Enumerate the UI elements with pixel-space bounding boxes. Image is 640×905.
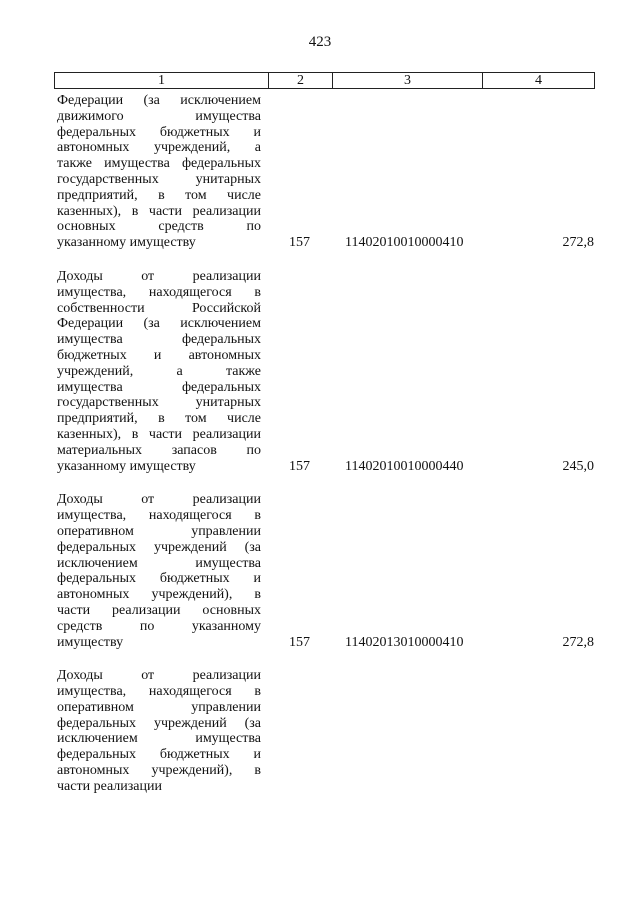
description-line: имущества, находящегося в — [57, 508, 261, 524]
table-row — [57, 93, 597, 251]
description-line: федеральных бюджетных и — [57, 124, 261, 140]
budget-classification-code: 11402013010000410 — [345, 634, 464, 650]
description-line: Федерации (за исключением — [57, 316, 261, 332]
description-line: материальных запасов по — [57, 442, 261, 458]
description-line: имущества, находящегося в — [57, 684, 261, 700]
description-line: имущества, находящегося в — [57, 284, 261, 300]
description-line: части реализации основных — [57, 602, 261, 618]
amount-value: 272,8 — [562, 634, 594, 650]
description-line: предприятий, в том числе — [57, 187, 261, 203]
admin-code: 157 — [289, 235, 310, 251]
header-col-3: 3 — [333, 73, 483, 88]
header-col-2: 2 — [269, 73, 333, 88]
description-line: указанному имуществу — [57, 458, 196, 474]
budget-classification-code: 11402010010000440 — [345, 458, 464, 474]
description-line: автономных учреждений, а — [57, 140, 261, 156]
description-line: исключением имущества — [57, 555, 261, 571]
description-line: казенных), в части реализации — [57, 203, 261, 219]
row-description — [57, 492, 261, 650]
description-line: имущества федеральных — [57, 379, 261, 395]
table-row — [57, 492, 597, 650]
amount-value: 272,8 — [562, 235, 594, 251]
description-line: также имущества федеральных — [57, 156, 261, 172]
table-row — [57, 269, 597, 474]
description-line: Доходы от реализации — [57, 268, 261, 284]
table-row — [57, 668, 597, 794]
description-line: средств по указанному — [57, 618, 261, 634]
description-line: движимого имущества — [57, 108, 261, 124]
admin-code: 157 — [289, 458, 310, 474]
description-line: федеральных бюджетных и — [57, 571, 261, 587]
description-line: государственных унитарных — [57, 171, 261, 187]
description-line: Федерации (за исключением — [57, 93, 261, 108]
row-description — [57, 668, 261, 794]
row-description — [57, 93, 261, 251]
description-line: автономных учреждений), в — [57, 587, 261, 603]
description-line: оперативном управлении — [57, 699, 261, 715]
description-line: оперативном управлении — [57, 523, 261, 539]
description-line: государственных унитарных — [57, 395, 261, 411]
description-line: исключением имущества — [57, 731, 261, 747]
description-line: федеральных учреждений (за — [57, 715, 261, 731]
table-header — [54, 72, 595, 89]
amount-value: 245,0 — [562, 458, 594, 474]
description-line: автономных учреждений), в — [57, 763, 261, 779]
description-line: федеральных учреждений (за — [57, 539, 261, 555]
description-line: собственности Российской — [57, 300, 261, 316]
row-description — [57, 269, 261, 474]
header-col-1: 1 — [55, 73, 269, 88]
description-line: основных средств по — [57, 219, 261, 235]
description-line: бюджетных и автономных — [57, 347, 261, 363]
description-line: Доходы от реализации — [57, 492, 261, 508]
budget-classification-code: 11402010010000410 — [345, 235, 464, 251]
description-line: имуществу — [57, 634, 124, 650]
description-line: указанному имуществу — [57, 235, 196, 251]
table-body — [57, 93, 597, 813]
description-line: казенных), в части реализации — [57, 426, 261, 442]
description-line: части реализации — [57, 778, 162, 794]
description-line: учреждений, а также — [57, 363, 261, 379]
header-col-4: 4 — [535, 73, 542, 88]
admin-code: 157 — [289, 634, 310, 650]
description-line: имущества федеральных — [57, 332, 261, 348]
description-line: федеральных бюджетных и — [57, 747, 261, 763]
description-line: Доходы от реализации — [57, 668, 261, 684]
description-line: предприятий, в том числе — [57, 411, 261, 427]
page-number: 423 — [308, 34, 332, 50]
